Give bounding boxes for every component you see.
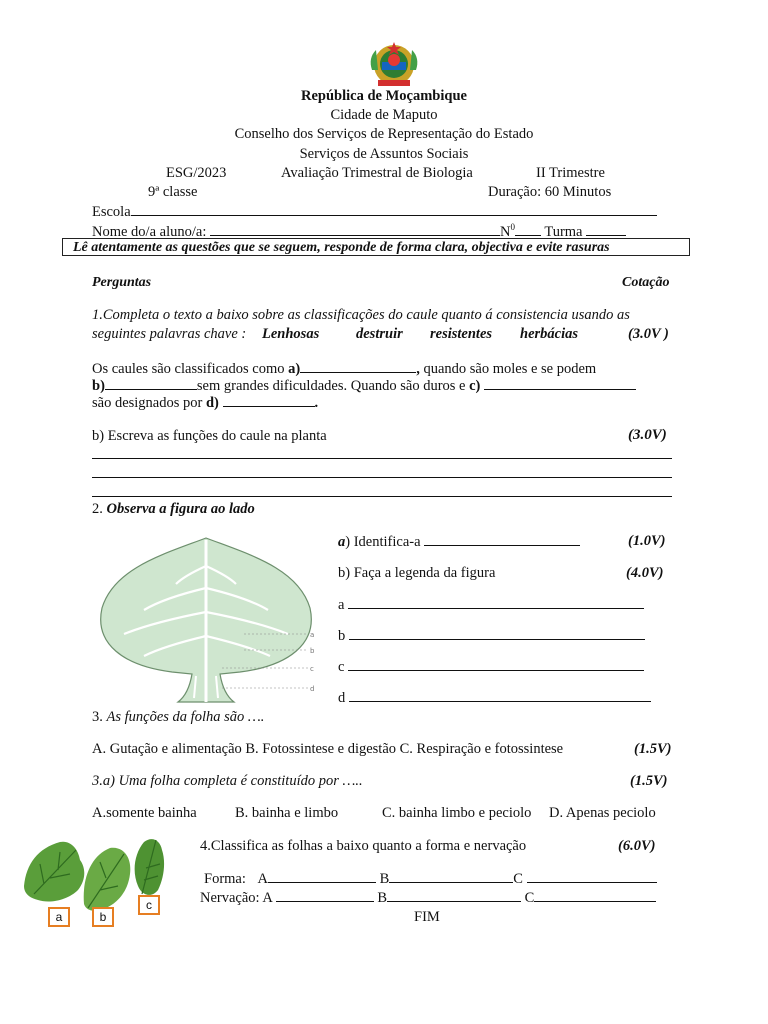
q2a-text: ) Identifica-a — [345, 534, 421, 550]
legend-b-blank — [349, 627, 645, 640]
legend-c-blank — [348, 658, 644, 671]
figure-label-d: d — [310, 685, 315, 693]
q4-prompt: 4.Classifica as folhas a baixo quanto a forma e nervação — [200, 838, 527, 854]
q1-score: (3.0V ) — [628, 326, 669, 342]
q1-prompt-lead: seguintes palavras chave : — [92, 326, 247, 342]
blank-c-letter: c) — [469, 378, 481, 394]
q3-score: (1.5V) — [634, 741, 672, 757]
form-b-letter: B — [379, 871, 390, 887]
legend-c-letter: c — [338, 659, 345, 675]
q3a-option-d[interactable]: D. Apenas peciolo — [549, 805, 656, 821]
q2-title-text: Observa a figura ao lado — [106, 501, 255, 517]
nervation-c-letter: C — [524, 890, 535, 906]
q2a-score: (1.0V) — [628, 533, 666, 549]
blank-d-letter: d) — [205, 395, 219, 411]
legend-a[interactable] — [338, 596, 644, 614]
figure-label-b: b — [310, 647, 315, 655]
blank-d[interactable] — [223, 394, 315, 407]
grade: 9ª classe — [148, 184, 198, 200]
q2-number: 2. — [92, 501, 103, 517]
end-marker: FIM — [414, 909, 440, 925]
form-a-blank — [268, 870, 376, 883]
blank-a[interactable] — [300, 360, 416, 373]
form-row[interactable] — [204, 870, 657, 888]
q3-prompt-text: As funções da folha são …. — [106, 709, 265, 725]
legend-d[interactable] — [338, 689, 651, 707]
q2b-score: (4.0V) — [626, 565, 664, 581]
keyword-resistentes: resistentes — [430, 326, 493, 342]
q3a-score: (1.5V) — [630, 773, 668, 789]
leaf-label-b: b — [92, 907, 114, 927]
q3a-prompt: 3.a) Uma folha completa é constituído por ….. — [92, 773, 363, 789]
council: Conselho dos Serviços de Representação do Estado — [234, 126, 534, 142]
nervation-b-blank — [387, 889, 521, 902]
legend-c[interactable] — [338, 658, 644, 676]
nervation-row[interactable] — [200, 889, 656, 907]
q3a-option-c[interactable]: C. bainha limbo e peciolo — [382, 805, 532, 821]
nervation-label: Nervação: — [200, 890, 260, 906]
form-label: Forma: — [204, 871, 246, 887]
evaluation-title: Avaliação Trimestral de Biologia — [281, 165, 473, 181]
q1-text-line1: Os caules são classificados como a) , quando são moles e se podem — [92, 361, 597, 377]
instruction-box: Lê atentamente as questões que se seguem, responde de forma clara, objectiva e evite rasuras — [62, 238, 690, 256]
mozambique-emblem — [366, 40, 422, 90]
number-superscript: 0 — [510, 222, 515, 232]
q2a — [338, 533, 580, 551]
figure-label-c: c — [310, 665, 314, 673]
form-a-letter: A — [257, 871, 268, 887]
leaf-label-c: c — [138, 895, 160, 915]
school-label: Escola — [92, 204, 131, 220]
q1-text3: sem grandes dificuldades. Quando são duros e — [196, 378, 466, 394]
nervation-b-letter: B — [377, 890, 387, 906]
nervation-c-blank — [534, 889, 656, 902]
legend-a-letter: a — [338, 597, 345, 613]
legend-b[interactable] — [338, 627, 645, 645]
keyword-lenhosas: Lenhosas — [262, 326, 320, 342]
blank-b-letter: b) — [92, 378, 105, 394]
services: Serviços de Assuntos Sociais — [299, 146, 469, 162]
q2b-prompt: b) Faça a legenda da figura — [338, 565, 496, 581]
q3-options[interactable]: A. Gutação e alimentação B. Fotossintese e digestão C. Respiração e fotossintese — [92, 741, 564, 757]
q2a-blank[interactable] — [424, 533, 580, 546]
q2-title — [92, 501, 255, 518]
form-c-letter: C — [513, 871, 523, 887]
republic-title: República de Moçambique — [301, 88, 467, 104]
form-b-blank — [389, 870, 513, 883]
nervation-a-blank — [276, 889, 374, 902]
q3-prompt — [92, 709, 264, 726]
keyword-destruir: destruir — [356, 326, 403, 342]
term: II Trimestre — [536, 165, 605, 181]
legend-d-letter: d — [338, 690, 346, 706]
class-blank — [586, 223, 626, 236]
school-blank — [131, 203, 657, 216]
school-field[interactable] — [92, 203, 657, 221]
duration: Duração: 60 Minutos — [488, 184, 612, 200]
legend-b-letter: b — [338, 628, 346, 644]
blank-c[interactable] — [484, 377, 636, 390]
q1-prompt-line2 — [92, 326, 672, 343]
q3a-option-b[interactable]: B. bainha e limbo — [235, 805, 339, 821]
esg-year: ESG/2023 — [166, 165, 227, 181]
blank-a-letter: a) — [288, 361, 301, 377]
nervation-a-letter: A — [262, 890, 273, 906]
answer-line-1[interactable] — [92, 458, 672, 459]
number-blank — [515, 223, 541, 236]
class-label: Turma — [544, 223, 583, 240]
q1-prompt-line1: 1.Completa o texto a baixo sobre as classificações do caule quanto á consistencia usando as — [92, 307, 630, 323]
leaf-figure — [94, 536, 320, 710]
questions-heading: Perguntas — [92, 275, 152, 290]
answer-line-3[interactable] — [92, 496, 672, 497]
q1-text2: quando são moles e se podem — [423, 361, 597, 377]
q1-text-line2 — [92, 377, 636, 395]
keyword-herbacias: herbácias — [520, 326, 578, 342]
answer-line-2[interactable] — [92, 477, 672, 478]
q2a-letter: a — [338, 534, 346, 550]
form-c-blank — [527, 870, 657, 883]
q1-text1: Os caules são classificados como — [92, 361, 285, 377]
q1-text4: são designados por — [92, 395, 203, 411]
figure-label-a: a — [310, 631, 315, 639]
legend-d-blank — [349, 689, 651, 702]
score-heading: Cotação — [622, 275, 670, 290]
q3-number: 3. — [92, 709, 103, 725]
q1b-score: (3.0V) — [628, 427, 667, 443]
q1b-prompt: b) Escreva as funções do caule na planta — [92, 428, 327, 444]
name-label: Nome do/a aluno/a: — [92, 223, 207, 240]
q1-text-line3: são designados por d) . — [92, 395, 319, 411]
blank-b[interactable] — [105, 377, 197, 390]
leaf-label-a: a — [48, 907, 70, 927]
q3a-option-a[interactable]: A.somente bainha — [92, 805, 197, 821]
city: Cidade de Maputo — [330, 107, 438, 123]
legend-a-blank — [348, 596, 644, 609]
leaf-images — [20, 834, 190, 918]
q4-score: (6.0V) — [618, 838, 656, 854]
number-label: N — [499, 223, 511, 240]
name-blank — [210, 223, 500, 236]
